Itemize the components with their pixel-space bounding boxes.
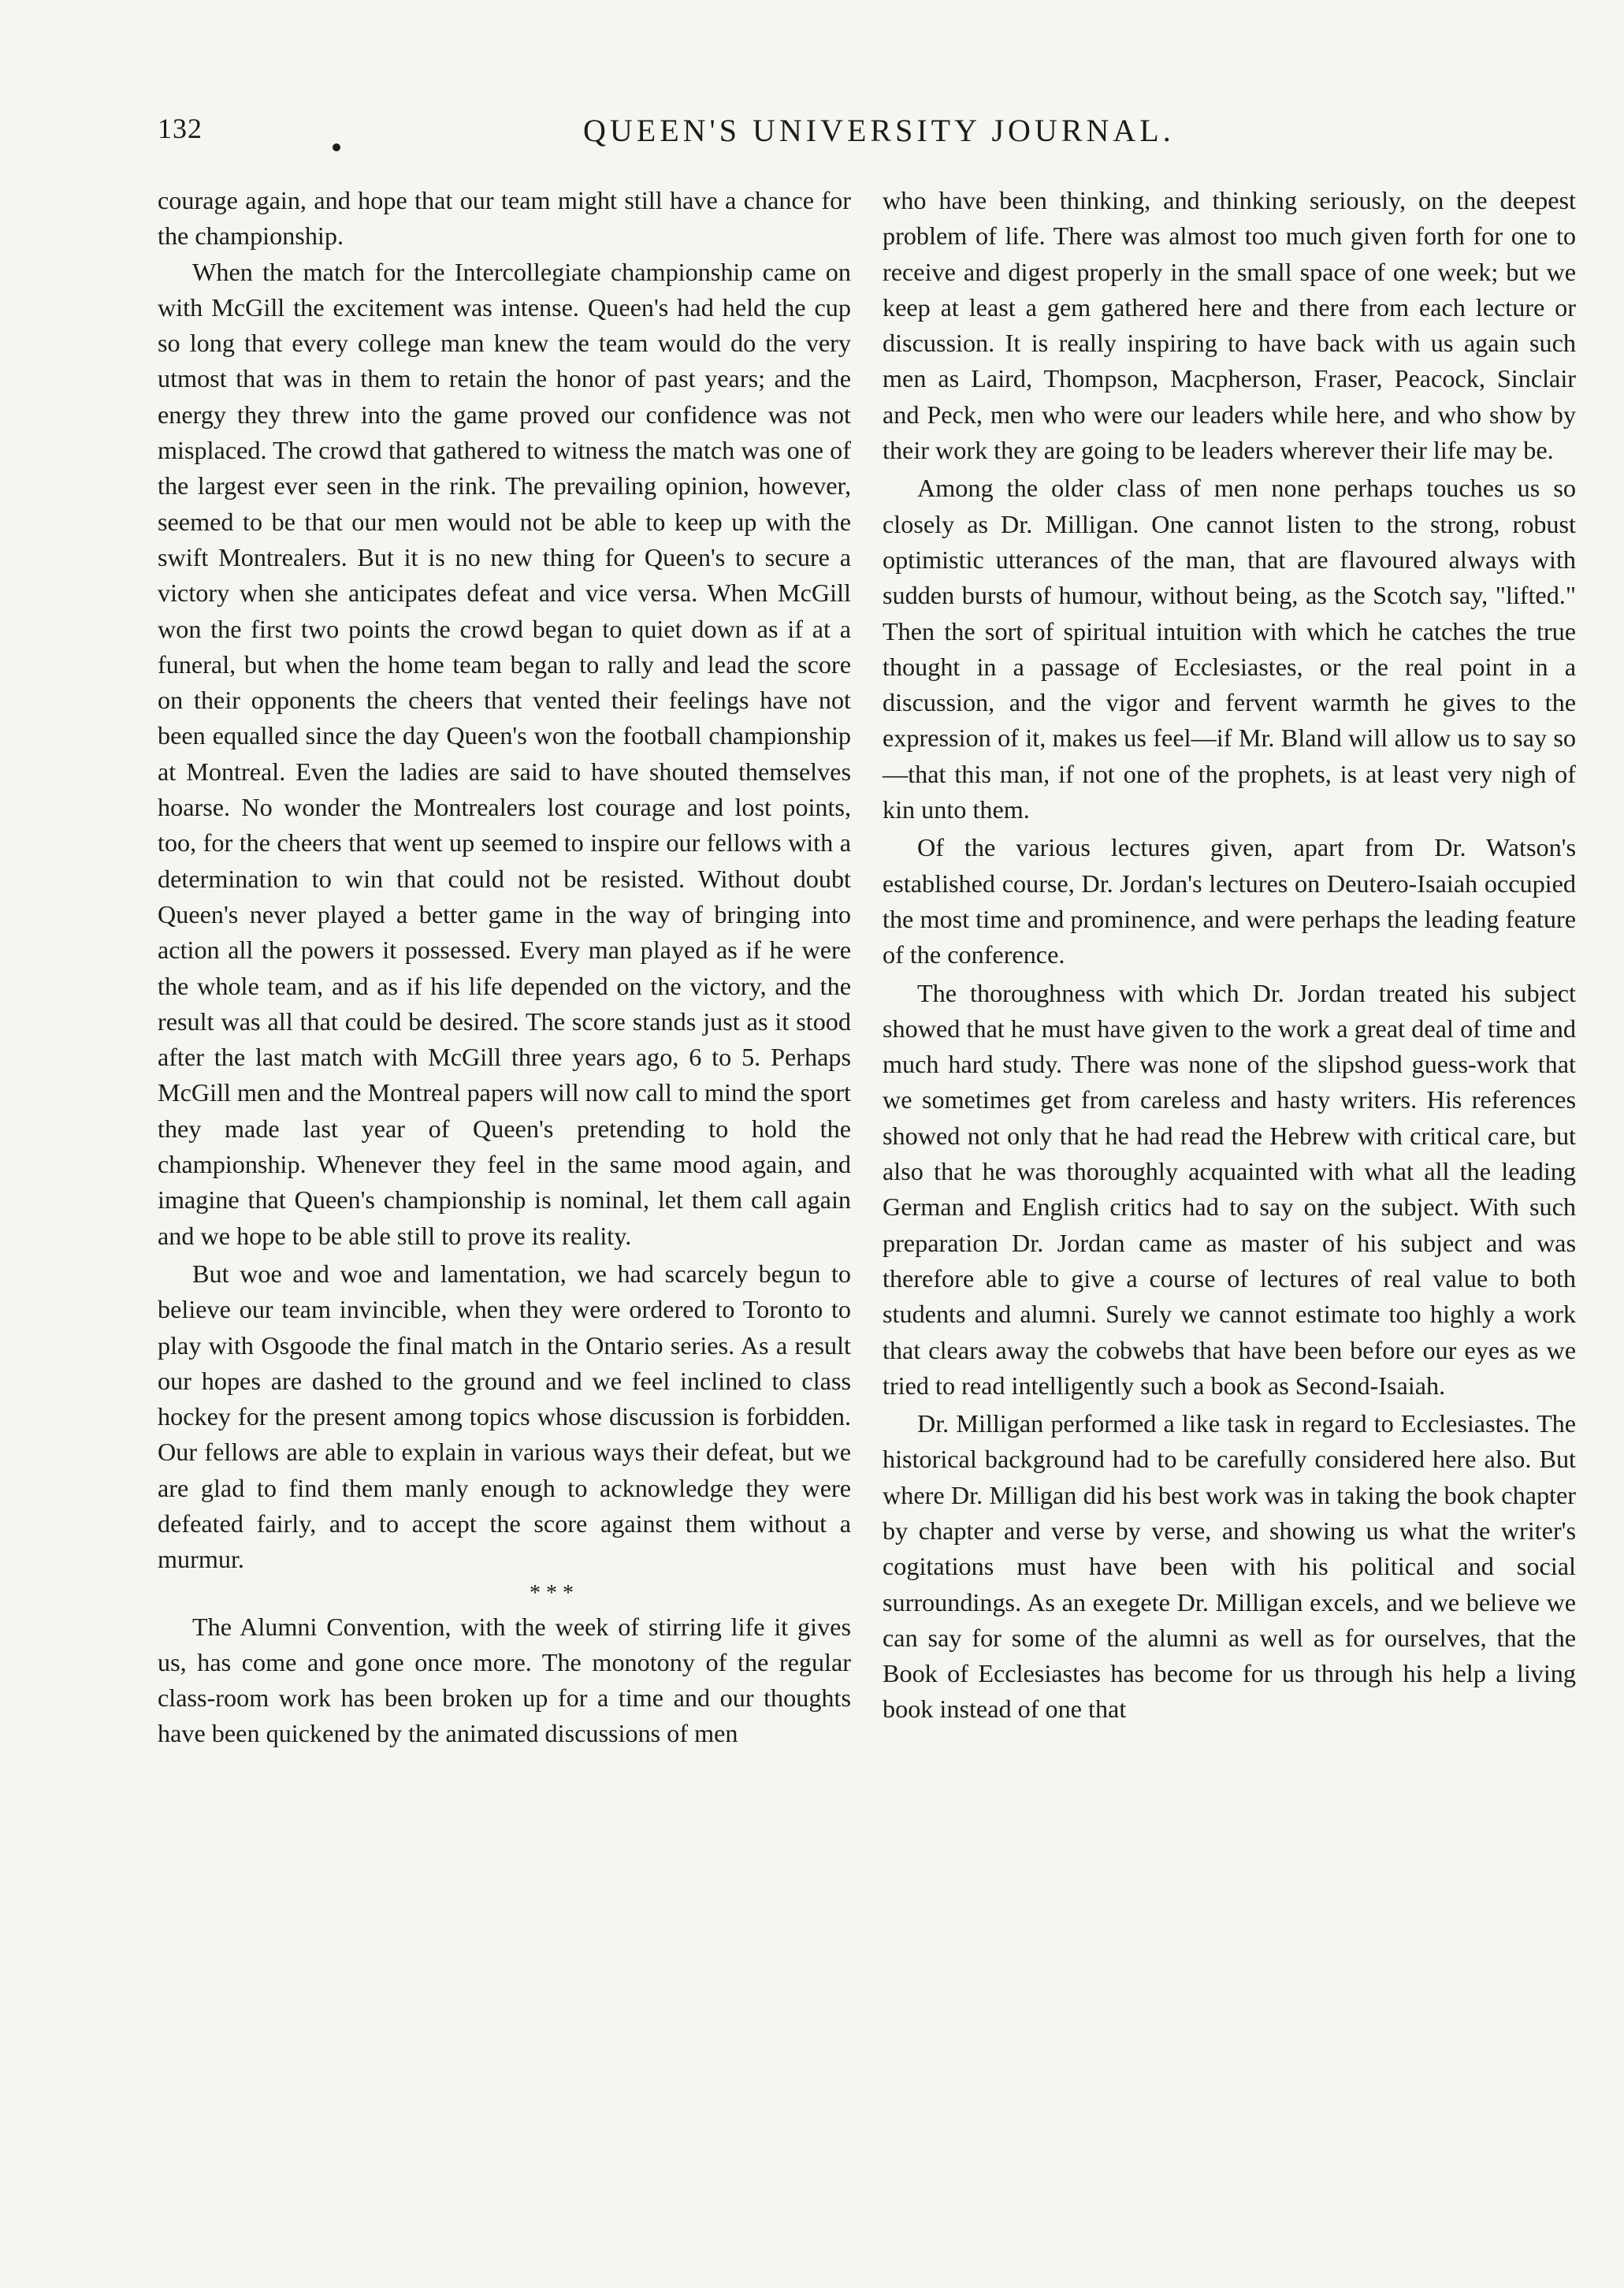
left-paragraph-3: But woe and woe and lamentation, we had scarcely begun to believe our team invincible, when they were ordered to Toronto to play with Osgoode the final match in the Ontario series. As a result our hopes are dashed to the ground and we feel inclined to class hockey for the present among topics whose discussion is forbidden. Our fellows are able to explain in various ways their defeat, but we are glad to find them manly enough to acknowledge they were defeated fairly, and to accept the score against them without a murmur. <box>158 1259 851 1574</box>
left-paragraph-4: The Alumni Convention, with the week of stirring life it gives us, has come and gone once more. The monotony of the regular class-room work has been broken up for a time and our thoughts have been quickened by the animated discussions of men <box>158 1612 851 1748</box>
right-paragraph-3: Of the various lectures given, apart from Dr. Watson's established course, Dr. Jordan's lectures on Deutero-Isaiah occupied the most time and prominence, and were perhaps the leading feature of the conference. <box>883 833 1576 969</box>
right-column <box>883 183 1576 1728</box>
print-speck <box>333 143 340 151</box>
page-number: 132 <box>158 113 203 144</box>
right-paragraph-5: Dr. Milligan performed a like task in regard to Ecclesiastes. The historical background had to be carefully considered here also. But where Dr. Milligan did his best work was in taking the book chapter by chapter and verse by verse, and showing us what the writer's cogitations must have been with his political and social surroundings. As an exegete Dr. Milligan excels, and we believe we can say for some of the alumni as well as for ourselves, that the Book of Ecclesiastes has become for us through his help a living book instead of one that <box>883 1409 1576 1724</box>
right-paragraph-4: The thoroughness with which Dr. Jordan treated his subject showed that he must have given to the work a great deal of time and much hard study. There was none of the slipshod guess-work that we sometimes get from careless and hasty writers. His references showed not only that he had read the Hebrew with critical care, but also that he was thoroughly acquainted with what all the leading German and English critics had to say on the subject. With such preparation Dr. Jordan came as master of his subject and was therefore able to give a course of lectures of real value to both students and alumni. Surely we cannot estimate too highly a work that clears away the cobwebs that have been before our eyes as we tried to read intelligently such a book as Second-Isaiah. <box>883 978 1576 1400</box>
running-title: QUEEN'S UNIVERSITY JOURNAL. <box>583 113 1175 148</box>
left-paragraph-2: When the match for the Intercollegiate championship came on with McGill the excitement was intense. Queen's had held the cup so long that every college man knew the team would do the very utmost that was in them to retain the honor of past years; and the energy they threw into the game proved our confidence was not misplaced. The crowd that gathered to witness the match was one of the largest ever seen in the rink. The prevailing opinion, however, seemed to be that our men would not be able to keep up with the swift Montrealers. But it is no new thing for Queen's to secure a victory when she anticipates defeat and vice versa. When McGill won the first two points the crowd began to quiet down as if at a funeral, but when the home team began to rally and lead the score on their opponents the cheers that vented their feelings have not been equalled since the day Queen's won the football championship at Montreal. Even the ladies are said to have shouted themselves hoarse. No wonder the Montrealers lost courage and lost points, too, for the cheers that went up seemed to inspire our fellows with a determination to win that could not be resisted. Without doubt Queen's never played a better game in the way of bringing into action all the powers it possessed. Every man played as if he were the whole team, and as if his life depended on the victory, and the result was all that could be desired. The score stands just as it stood after the last match with McGill three years ago, 6 to 5. Perhaps McGill men and the Montreal papers will now call to mind the sport they made last year of Queen's pretending to hold the championship. Whenever they feel in the same mood again, and imagine that Queen's championship is nominal, let them call again and we hope to be able still to prove its reality. <box>158 257 851 1250</box>
right-paragraph-1: who have been thinking, and thinking seriously, on the deepest problem of life. There was almost too much given forth for one to receive and digest properly in the small space of one week; but we keep at least a gem gathered here and there from each lecture or discussion. It is really inspiring to have back with us again such men as Laird, Thompson, Macpherson, Fraser, Peacock, Sinclair and Peck, men who were our leaders while here, and who show by their work they are going to be leaders wherever their life may be. <box>883 186 1576 465</box>
right-paragraph-2: Among the older class of men none perhaps touches us so closely as Dr. Milligan. One cannot listen to the strong, robust optimistic utterances of the man, that are flavoured always with sudden bursts of humour, without being, as the Scotch say, "lifted." Then the sort of spiritual intuition with which he catches the true thought in a passage of Ecclesiastes, or the real point in a discussion, and the vigor and fervent warmth he gives to the expression of it, makes us feel—if Mr. Bland will allow us to say so—that this man, if not one of the prophets, is at least very nigh of kin unto them. <box>883 474 1576 824</box>
left-paragraph-1: courage again, and hope that our team might still have a chance for the championship. <box>158 186 851 251</box>
left-column <box>158 183 851 1752</box>
page-header <box>158 112 1552 159</box>
section-separator: * * * <box>530 1580 574 1605</box>
